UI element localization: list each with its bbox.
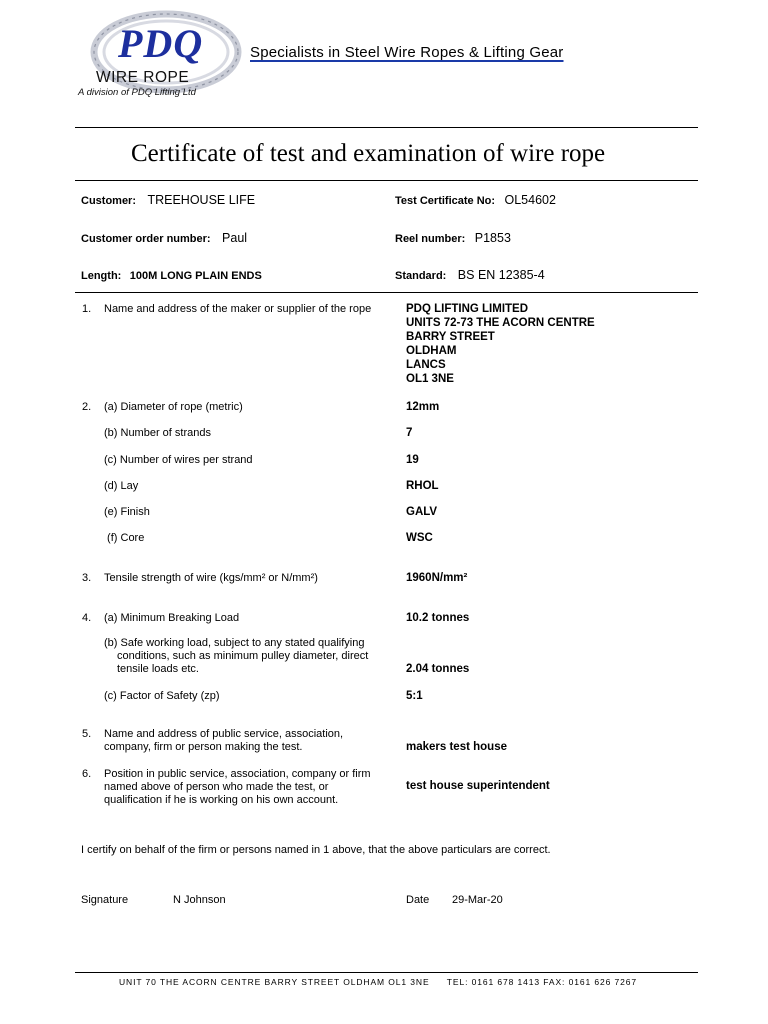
item-2f-description: (f) Core: [104, 532, 145, 544]
test-certificate-label: Test Certificate No:: [395, 195, 496, 207]
item-4-number: 4.: [82, 612, 92, 624]
length-field: [81, 266, 262, 284]
page-title: Certificate of test and examination of wire rope: [131, 140, 606, 167]
test-certificate-value: OL54602: [504, 193, 556, 207]
item-2d-description: (d) Lay: [104, 480, 139, 492]
standard-field: [395, 266, 545, 284]
footer-address: UNIT 70 THE ACORN CENTRE BARRY STREET OLDHAM OL1 3NE: [119, 977, 430, 987]
item-2b-description: (b) Number of strands: [104, 427, 211, 439]
item-1-number: 1.: [82, 303, 92, 315]
logo-division: A division of PDQ Lifting Ltd: [78, 87, 196, 98]
item-4a-value: 10.2 tonnes: [406, 612, 470, 624]
order-number-value: Paul: [222, 231, 248, 245]
standard-value: BS EN 12385-4: [457, 268, 545, 282]
item-3-value: 1960N/mm²: [406, 572, 468, 584]
description-line: qualification if he is working on his own account.: [104, 794, 339, 806]
item-2e-description: (e) Finish: [104, 506, 150, 518]
item-5-number: 5.: [82, 728, 92, 740]
tagline: Specialists in Steel Wire Ropes & Lifting Gear: [250, 44, 564, 61]
date-label: Date: [406, 894, 430, 906]
logo: [78, 8, 258, 104]
date-value: 29-Mar-20: [452, 894, 503, 906]
maker-address-line: LANCS: [406, 359, 446, 371]
title-divider: [75, 180, 698, 181]
certification-statement: I certify on behalf of the firm or persons named in 1 above, that the above particulars are correct.: [81, 844, 551, 856]
maker-address-line: UNITS 72-73 THE ACORN CENTRE: [406, 317, 595, 329]
customer-field: [81, 191, 255, 209]
item-3-description: Tensile strength of wire (kgs/mm² or N/mm²): [104, 572, 318, 584]
description-line: Name and address of public service, association,: [104, 728, 344, 740]
customer-value: TREEHOUSE LIFE: [147, 193, 256, 207]
customer-label: Customer:: [81, 195, 137, 207]
footer-address-line: [119, 977, 637, 987]
item-2f-value: WSC: [406, 532, 433, 544]
item-2e-value: GALV: [406, 506, 438, 518]
signature-value: N Johnson: [173, 894, 226, 906]
item-2-number: 2.: [82, 401, 92, 413]
item-4a-description: (a) Minimum Breaking Load: [104, 612, 240, 624]
standard-label: Standard:: [395, 270, 447, 282]
maker-address-line: PDQ LIFTING LIMITED: [406, 303, 529, 315]
item-3-number: 3.: [82, 572, 92, 584]
reel-number-field: [395, 229, 511, 247]
item-6-number: 6.: [82, 768, 92, 780]
description-line: Position in public service, association, company or firm: [104, 768, 371, 780]
maker-address-line: BARRY STREET: [406, 331, 495, 343]
logo-brand: PDQ: [118, 21, 204, 66]
description-line: company, firm or person making the test.: [104, 741, 303, 753]
item-2d-value: RHOL: [406, 480, 439, 492]
item-5-description: [104, 728, 343, 754]
description-line: (b) Safe working load, subject to any stated qualifying: [104, 637, 365, 649]
description-line: tensile loads etc.: [117, 663, 199, 675]
item-2c-description: (c) Number of wires per strand: [104, 454, 253, 466]
header-divider: [75, 127, 698, 128]
reel-number-label: Reel number:: [395, 233, 466, 245]
reel-number-value: P1853: [474, 231, 511, 245]
order-number-label: Customer order number:: [81, 233, 211, 245]
fields-divider: [75, 292, 698, 293]
item-2a-description: (a) Diameter of rope (metric): [104, 401, 243, 413]
footer-contact: TEL: 0161 678 1413 FAX: 0161 626 7267: [446, 977, 638, 987]
item-2c-value: 19: [406, 454, 419, 466]
length-label: Length:: [81, 270, 122, 282]
item-1-description: Name and address of the maker or supplier of the rope: [104, 303, 372, 315]
item-2b-value: 7: [406, 427, 413, 439]
description-line: named above of person who made the test, or: [104, 781, 329, 793]
signature-label: Signature: [81, 894, 129, 906]
length-value: 100M LONG PLAIN ENDS: [129, 270, 262, 282]
maker-address-line: OL1 3NE: [406, 373, 454, 385]
item-6-value: test house superintendent: [406, 780, 550, 792]
item-2a-value: 12mm: [406, 401, 440, 413]
maker-address-line: OLDHAM: [406, 345, 457, 357]
item-4b-description: [104, 637, 368, 676]
item-4c-value: 5:1: [406, 690, 423, 702]
maker-address: [406, 302, 595, 386]
description-line: conditions, such as minimum pulley diameter, direct: [117, 650, 369, 662]
test-certificate-field: [395, 191, 556, 209]
order-number-field: [81, 229, 247, 247]
item-5-value: makers test house: [406, 741, 507, 753]
logo-product: WIRE ROPE: [96, 69, 190, 86]
footer-divider: [75, 972, 698, 973]
item-4b-value: 2.04 tonnes: [406, 663, 470, 675]
item-4c-description: (c) Factor of Safety (zp): [104, 690, 220, 702]
item-6-description: [104, 768, 371, 807]
